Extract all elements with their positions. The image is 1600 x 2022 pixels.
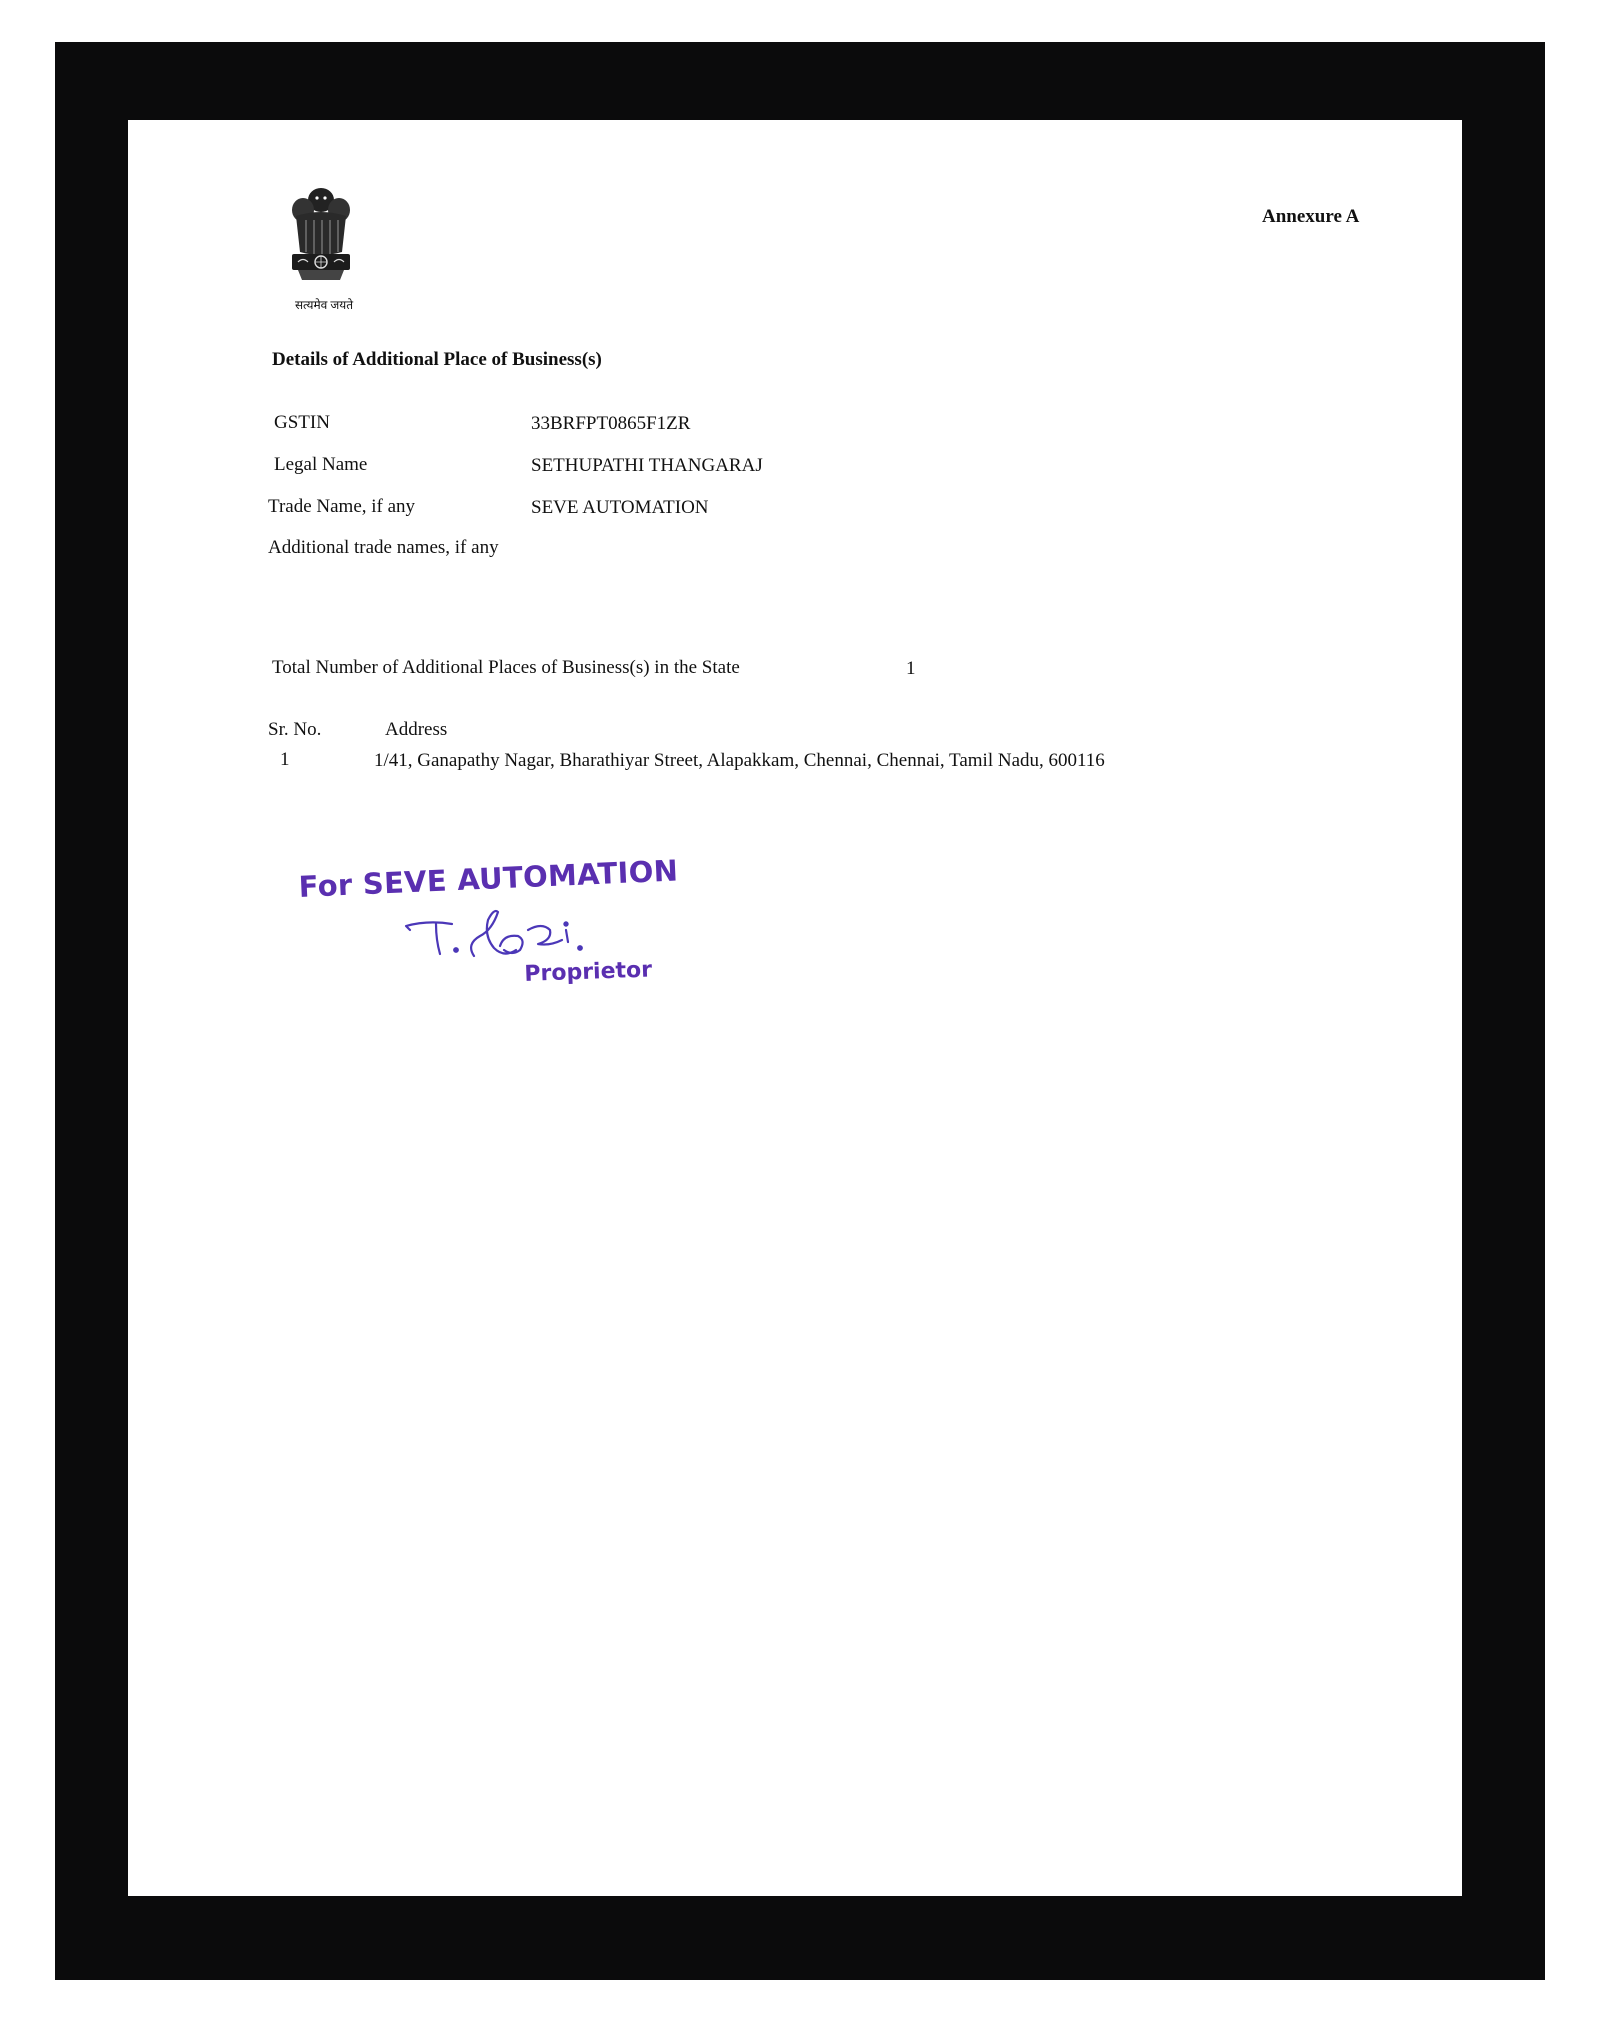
legal-name-value: SETHUPATHI THANGARAJ (531, 455, 763, 476)
additional-trade-names-label: Additional trade names, if any (268, 537, 499, 558)
document-page (128, 120, 1462, 1896)
address-column-header: Address (385, 719, 448, 740)
trade-name-value: SEVE AUTOMATION (531, 497, 709, 518)
sr-no-column-header: Sr. No. (268, 719, 322, 740)
trade-name-label: Trade Name, if any (268, 496, 416, 517)
document-heading: Details of Additional Place of Business(s) (272, 349, 602, 370)
signature-icon (400, 900, 630, 972)
address-row-sr-no: 1 (280, 749, 290, 770)
national-emblem-icon (278, 180, 364, 314)
stamp-firm-line: For SEVE AUTOMATION (298, 853, 679, 904)
total-places-label: Total Number of Additional Places of Business(s) in the State (272, 657, 740, 678)
legal-name-label: Legal Name (274, 454, 368, 475)
annexure-label: Annexure A (1262, 206, 1360, 227)
stamp-role: Proprietor (524, 957, 653, 987)
total-places-value: 1 (906, 658, 916, 679)
gstin-label: GSTIN (274, 412, 330, 433)
emblem-motto: सत्यमेव जयते (294, 298, 354, 312)
gstin-value: 33BRFPT0865F1ZR (531, 413, 691, 434)
address-row-text: 1/41, Ganapathy Nagar, Bharathiyar Street, Alapakkam, Chennai, Chennai, Tamil Nadu, 600116 (374, 750, 1105, 771)
